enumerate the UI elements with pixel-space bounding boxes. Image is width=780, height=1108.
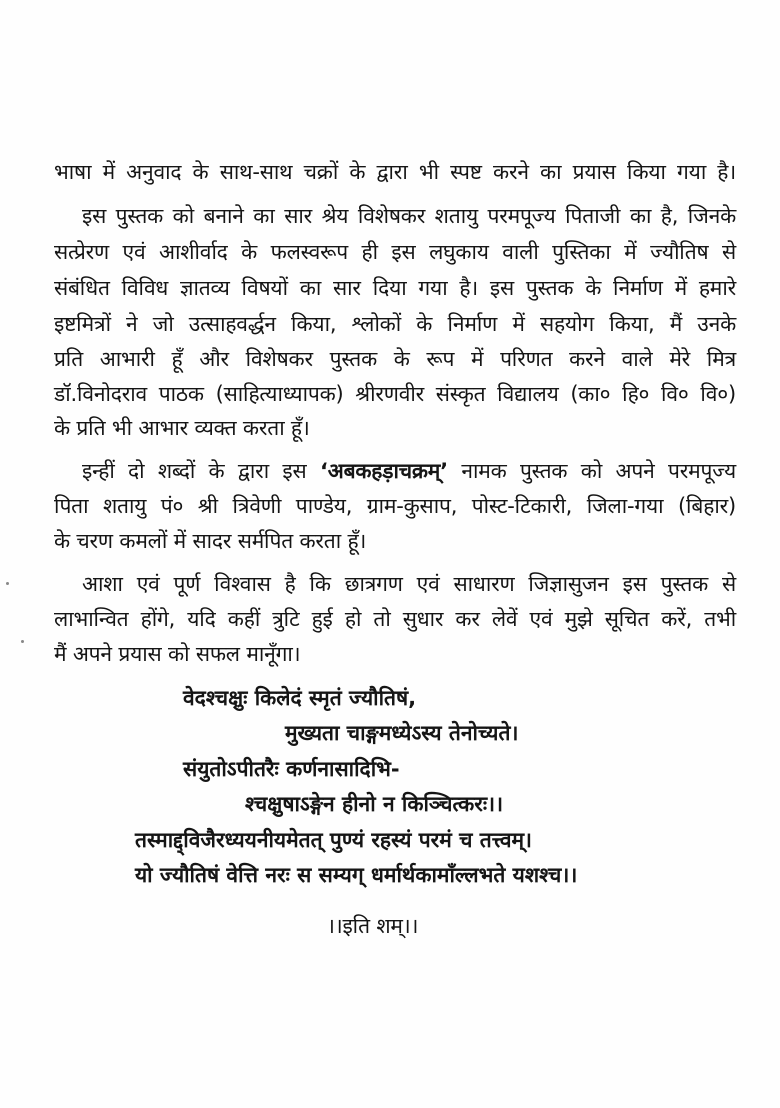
- verse-line-4: श्चक्षुषाऽङ्गेन हीनो न किञ्चित्करः।।: [245, 792, 504, 816]
- paragraph-2-line-2: सत्प्रेरण एवं आशीर्वाद के फलस्वरूप ही इस लघुकाय वाली पुस्तिका में ज्यौतिष से: [54, 240, 736, 264]
- paragraph-3-line-2: पिता शतायु पं० श्री त्रिवेणी पाण्डेय, ग्राम-कुसाप, पोस्ट-टिकारी, जिला-गया (बिहार): [54, 494, 736, 518]
- verse-line-3: संयुतोऽपीतरैः कर्णनासादिभि-: [183, 757, 400, 781]
- verse-line-5: तस्माद्द्विजैरध्ययनीयमेतत् पुण्यं रहस्यं परमं च तत्त्वम्।: [135, 828, 533, 852]
- verse-line-1: वेदश्चक्षुः किलेदं स्मृतं ज्यौतिषं,: [183, 686, 417, 710]
- verse-line-6: यो ज्यौतिषं वेत्ति नरः स सम्यग् धर्मार्थकामाँल्लभते यशश्च।।: [135, 863, 578, 887]
- book-title: ‘अबकहड़ाचक्रम्’: [319, 459, 448, 483]
- paragraph-2-line-6: डॉ.विनोदराव पाठक (साहित्याध्यापक) श्रीरणवीर संस्कृत विद्यालय (का० हि० वि० वि०): [54, 382, 736, 406]
- paragraph-2-line-3: संबंधित विविध ज्ञातव्य विषयों का सार दिया गया है। इस पुस्तक के निर्माण में हमारे: [54, 276, 736, 300]
- paragraph-2-line-1: इस पुस्तक को बनाने का सार श्रेय विशेषकर शतायु परमपूज्य पिताजी का है, जिनके: [82, 204, 736, 228]
- paragraph-3-line-1-end: नामक पुस्तक को अपने परमपूज्य: [447, 459, 736, 483]
- paragraph-2-line-7: के प्रति भी आभार व्यक्त करता हूँ।: [54, 416, 310, 440]
- paragraph-4-line-2: लाभान्वित होंगे, यदि कहीं त्रुटि हुई हो तो सुधार कर लेवें एवं मुझे सूचित करें, तभी: [54, 607, 736, 631]
- paragraph-4-line-1: आशा एवं पूर्ण विश्वास है कि छात्रगण एवं साधारण जिज्ञासुजन इस पुस्तक से: [82, 572, 736, 596]
- paragraph-3-line-1: [82, 457, 736, 485]
- paragraph-2-line-4: इष्टमित्रों ने जो उत्साहवर्द्धन किया, श्लोकों के निर्माण में सहयोग किया, मैं उनके: [54, 312, 736, 336]
- paragraph-3-line-3: के चरण कमलों में सादर सर्मपित करता हूँ।: [54, 529, 367, 553]
- paragraph-3-line-1-start: इन्हीं दो शब्दों के द्वारा इस: [82, 459, 320, 483]
- scan-speck: [6, 582, 9, 585]
- paragraph-1-line-1: भाषा में अनुवाद के साथ-साथ चक्रों के द्वारा भी स्पष्ट करने का प्रयास किया गया है।: [54, 160, 736, 184]
- paragraph-4-line-3: मैं अपने प्रयास को सफल मानूँगा।: [54, 642, 301, 666]
- scan-speck: [21, 640, 24, 643]
- closing-line: ।।इति शम्।।: [327, 914, 419, 938]
- paragraph-2-line-5: प्रति आभारी हूँ और विशेषकर पुस्तक के रूप में परिणत करने वाले मेरे मित्र: [54, 347, 736, 371]
- verse-line-2: मुख्यता चाङ्गमध्येऽस्य तेनोच्यते।: [285, 721, 519, 745]
